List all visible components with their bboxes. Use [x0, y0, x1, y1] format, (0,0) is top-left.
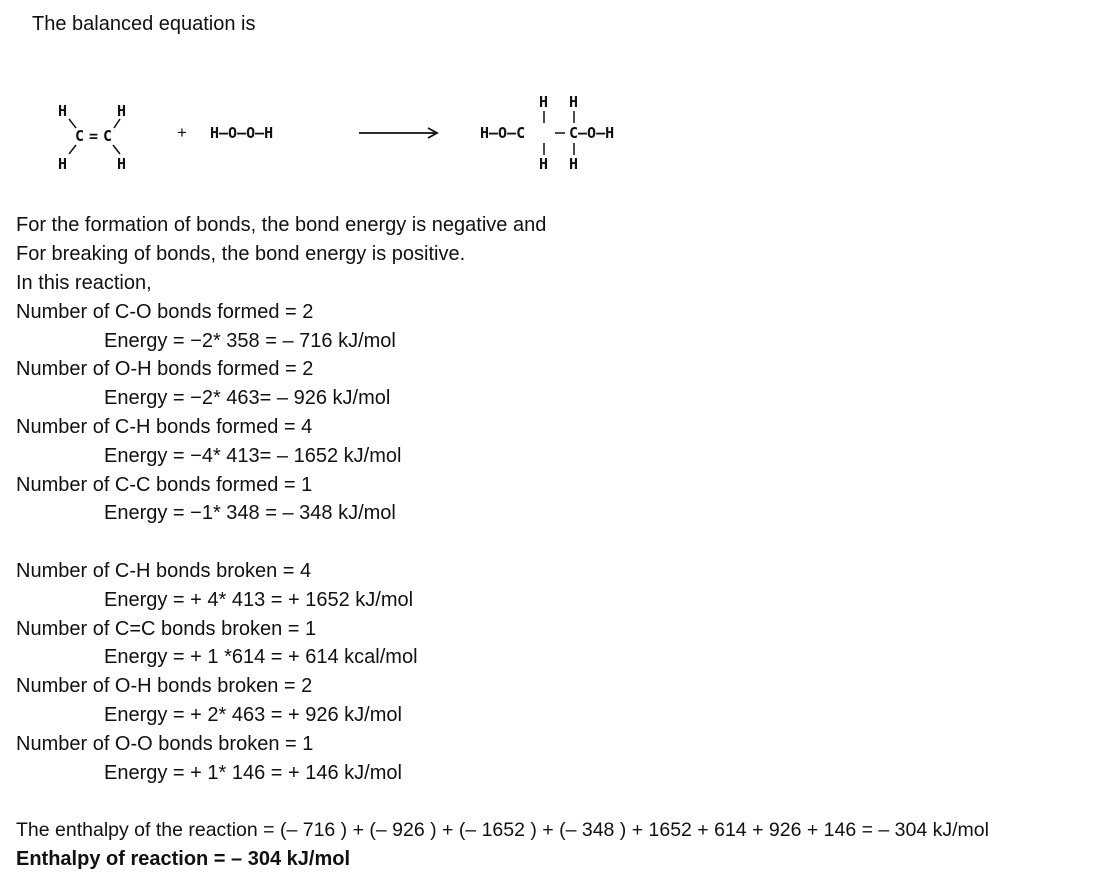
enthalpy-calculation: The enthalpy of the reaction = (– 716 ) + (– 926 ) + (– 1652 ) + (– 348 ) + 1652 + 614 + 926 + 146 = – 304 kJ/mol — [16, 819, 989, 841]
glycol-h-bottom-left: H — [539, 155, 549, 173]
bond-line — [113, 145, 120, 154]
glycol-h-bottom-right: H — [569, 155, 579, 173]
broken-oh-energy: Energy = + 2* 463 = + 926 kJ/mol — [104, 704, 402, 726]
formed-ch-energy: Energy = −4* 413= – 1652 kJ/mol — [104, 445, 402, 467]
note-formation: For the formation of bonds, the bond energy is negative and — [16, 214, 547, 236]
ethene-carbon-right: C — [103, 127, 113, 145]
note-reaction: In this reaction, — [16, 272, 152, 294]
intro-text: The balanced equation is — [32, 13, 256, 35]
formed-cc-label: Number of C-C bonds formed = 1 — [16, 474, 313, 496]
glycol-h-top-left: H — [539, 93, 549, 111]
formed-oh-energy: Energy = −2* 463= – 926 kJ/mol — [104, 387, 391, 409]
formed-co-label: Number of C-O bonds formed = 2 — [16, 301, 314, 323]
broken-cc-energy: Energy = + 1 *614 = + 614 kcal/mol — [104, 646, 418, 668]
broken-ch-energy: Energy = + 4* 413 = + 1652 kJ/mol — [104, 589, 414, 611]
broken-cc-label: Number of C=C bonds broken = 1 — [16, 618, 317, 640]
ethene-h-bottom-right: H — [117, 155, 127, 173]
note-breaking: For breaking of bonds, the bond energy is positive. — [16, 243, 466, 265]
broken-ch-label: Number of C-H bonds broken = 4 — [16, 560, 312, 582]
ethene-h-top-left: H — [58, 102, 68, 120]
bond-line — [114, 119, 120, 128]
broken-oh-label: Number of O-H bonds broken = 2 — [16, 675, 313, 697]
ethene-h-top-right: H — [117, 102, 127, 120]
formed-co-energy: Energy = −2* 358 = – 716 kJ/mol — [104, 330, 396, 352]
formed-ch-label: Number of C-H bonds formed = 4 — [16, 416, 313, 438]
broken-oo-energy: Energy = + 1* 146 = + 146 kJ/mol — [104, 762, 402, 784]
balanced-equation-diagram — [0, 0, 1112, 200]
plus-sign: + — [177, 123, 187, 142]
ethene-h-bottom-left: H — [58, 155, 68, 173]
glycol-h-top-right: H — [569, 93, 579, 111]
ethene-carbon-left: C — [75, 127, 85, 145]
broken-oo-label: Number of O-O bonds broken = 1 — [16, 733, 314, 755]
bond-line — [69, 145, 76, 154]
formed-cc-energy: Energy = −1* 348 = – 348 kJ/mol — [104, 502, 396, 524]
glycol-right-group: C—O—H — [569, 124, 615, 142]
enthalpy-result: Enthalpy of reaction = – 304 kJ/mol — [16, 848, 351, 870]
glycol-left-group: H—O—C — [480, 124, 526, 142]
ethene-double-bond: = — [89, 127, 99, 145]
hydrogen-peroxide: H—O—O—H — [210, 124, 274, 142]
formed-oh-label: Number of O-H bonds formed = 2 — [16, 358, 314, 380]
